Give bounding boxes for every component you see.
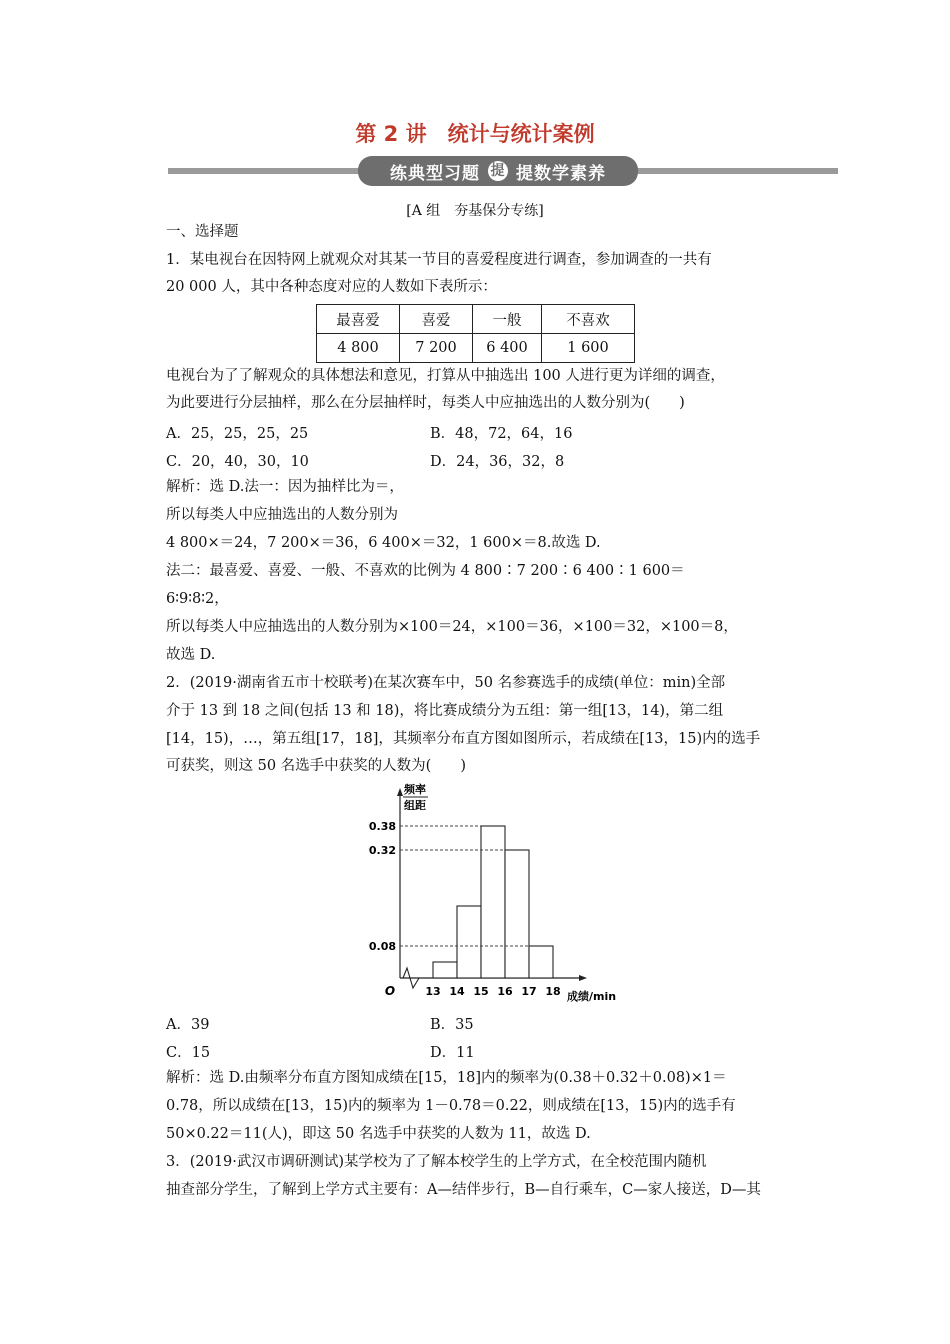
table-value-cell: 1 600: [542, 334, 635, 363]
table-value-cell: 7 200: [400, 334, 473, 363]
q2-solution-3: 50×0.22＝11(人)，即这 50 名选手中获奖的人数为 11，故选 D.: [166, 1126, 591, 1142]
q2-stem-line-4: 可获奖，则这 50 名选手中获奖的人数为( ): [166, 758, 466, 774]
q2-stem-line-3: [14，15)，…，第五组[17，18]，其频率分布直方图如图所示，若成绩在[13，15)内的选手: [166, 731, 761, 747]
histogram-bar: [481, 826, 505, 978]
q1-solution-7: 故选 D.: [166, 647, 216, 663]
table-header-row: [317, 305, 635, 334]
frequency-histogram: [355, 780, 635, 1010]
q1-solution-1: 解析：选 D.法一：因为抽样比为＝，: [166, 479, 404, 495]
x-tick-label: 16: [497, 985, 513, 998]
table-header-cell: 喜爱: [400, 305, 473, 334]
y-axis-label-numerator: 频率: [404, 783, 426, 796]
histogram-bar: [505, 850, 529, 978]
x-axis-label: 成绩/min: [567, 990, 617, 1003]
q2-option-a: A．39: [166, 1017, 210, 1033]
histogram-bar: [529, 946, 553, 978]
q2-option-c: C．15: [166, 1045, 211, 1061]
q1-stem-line-2: 20 000 人，其中各种态度对应的人数如下表所示：: [166, 279, 497, 295]
y-tick-label: 0.08: [368, 940, 396, 953]
q1-stem-line-4: 为此要进行分层抽样，那么在分层抽样时，每类人中应抽选出的人数分别为( ): [166, 395, 685, 411]
table-value-cell: 4 800: [317, 334, 400, 363]
x-tick-label: 15: [473, 985, 489, 998]
q1-solution-2: 所以每类人中应抽选出的人数分别为: [166, 507, 398, 523]
q3-stem-line-1: 3．(2019·武汉市调研测试)某学校为了了解本校学生的上学方式，在全校范围内随机: [166, 1154, 707, 1170]
q1-option-c: C．20，40，30，10: [166, 454, 309, 470]
group-label: [A 组 夯基保分专练]: [406, 203, 544, 219]
page-title: 第 2 讲 统计与统计案例: [355, 122, 595, 146]
q2-stem-line-2: 介于 13 到 18 之间(包括 13 和 18)，将比赛成绩分为五组：第一组[13，14)，第二组: [166, 703, 724, 719]
histogram-bar: [457, 906, 481, 978]
q1-option-a: A．25，25，25，25: [166, 426, 309, 442]
y-axis-arrow: [397, 788, 403, 796]
q2-solution-2: 0.78，所以成绩在[13，15)内的频率为 1－0.78＝0.22，则成绩在[13，15)内的选手有: [166, 1098, 736, 1114]
section-banner: [168, 156, 838, 186]
histogram-bar: [433, 962, 457, 978]
table-value-cell: 6 400: [473, 334, 542, 363]
y-axis-label-denominator: 组距: [404, 799, 426, 812]
banner-right-text: 提数学素养: [516, 163, 606, 184]
x-tick-label: 14: [449, 985, 465, 998]
q1-stem-line-1: 1．某电视台在因特网上就观众对其某一节目的喜爱程度进行调查，参加调查的一共有: [166, 252, 712, 268]
y-tick-label: 0.38: [368, 820, 396, 833]
table-value-row: [317, 334, 635, 363]
q1-attitude-table: [316, 304, 635, 363]
q1-solution-3: 4 800×＝24，7 200×＝36，6 400×＝32，1 600×＝8.故选 D.: [166, 535, 601, 551]
q2-stem-line-1: 2．(2019·湖南省五市十校联考)在某次赛车中，50 名参赛选手的成绩(单位：min)全部: [166, 675, 726, 691]
y-tick-label: 0.32: [368, 844, 396, 857]
x-axis-arrow: [579, 975, 587, 981]
q1-solution-5: 6∶9∶8∶2，: [166, 591, 229, 607]
table-header-cell: 不喜欢: [542, 305, 635, 334]
table-header-cell: 一般: [473, 305, 542, 334]
x-tick-label: 17: [521, 985, 537, 998]
banner-circle-icon: 提: [488, 161, 508, 181]
q1-solution-4: 法二：最喜爱、喜爱、一般、不喜欢的比例为 4 800∶7 200∶6 400∶1 600＝: [166, 563, 685, 579]
q1-stem-line-3: 电视台为了了解观众的具体想法和意见，打算从中抽选出 100 人进行更为详细的调查，: [166, 368, 725, 384]
q2-solution-1: 解析：选 D.由频率分布直方图知成绩在[15，18]内的频率为(0.38＋0.32＋0.08)×1＝: [166, 1070, 727, 1086]
banner-pill: [358, 156, 638, 186]
x-tick-label: 18: [545, 985, 561, 998]
q1-solution-6: 所以每类人中应抽选出的人数分别为×100＝24，×100＝36，×100＝32，×100＝8，: [166, 619, 738, 635]
q2-option-d: D．11: [430, 1045, 475, 1061]
q2-option-b: B．35: [430, 1017, 474, 1033]
q1-option-b: B．48，72，64，16: [430, 426, 573, 442]
banner-left-text: 练典型习题: [390, 163, 480, 184]
x-tick-label: 13: [425, 985, 441, 998]
q3-stem-line-2: 抽查部分学生，了解到上学方式主要有：A—结伴步行，B—自行乘车，C—家人接送，D—其: [166, 1182, 761, 1198]
q1-option-d: D．24，36，32，8: [430, 454, 565, 470]
table-header-cell: 最喜爱: [317, 305, 400, 334]
origin-label: O: [384, 984, 396, 998]
section-heading: 一、选择题: [166, 224, 239, 240]
